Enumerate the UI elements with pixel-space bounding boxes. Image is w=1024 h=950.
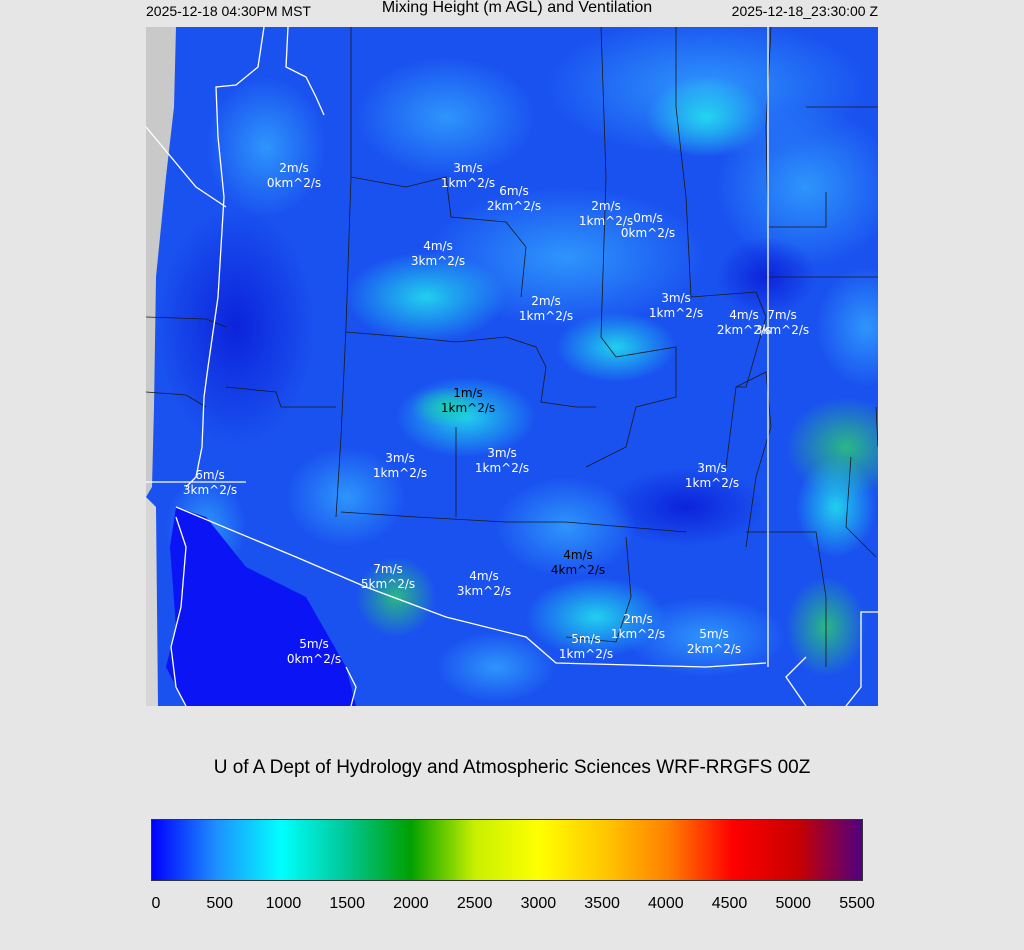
color-scale-ticks	[0, 895, 1024, 917]
color-scale-bar	[151, 819, 863, 881]
ventilation-text: 2km^2/s	[686, 642, 742, 656]
ventilation-text: 1km^2/s	[372, 466, 428, 480]
wind-speed-text: 2m/s	[591, 199, 621, 213]
wind-speed-text: 5m/s	[299, 637, 329, 651]
ventilation-text: 3km^2/s	[410, 254, 466, 268]
color-scale-tick: 2500	[456, 895, 493, 912]
wind-speed-text: 6m/s	[499, 184, 529, 198]
wind-speed-text: 1m/s	[453, 386, 483, 400]
ventilation-text: 1km^2/s	[684, 476, 740, 490]
wind-speed-text: 4m/s	[729, 308, 759, 322]
model-credit: U of A Dept of Hydrology and Atmospheric Sciences WRF-RRGFS 00Z	[213, 757, 811, 778]
local-time-label: 2025-12-18 04:30PM MST	[146, 3, 311, 19]
color-scale-tick: 1000	[265, 895, 302, 912]
ventilation-text: 1km^2/s	[518, 309, 574, 323]
no-data-area-lower	[146, 497, 158, 706]
wind-speed-text: 3m/s	[661, 291, 691, 305]
color-scale-tick: 0	[151, 895, 161, 912]
ventilation-text: 0km^2/s	[286, 652, 342, 666]
color-scale-tick: 1500	[329, 895, 365, 912]
map-title: Mixing Height (m AGL) and Ventilation	[381, 0, 653, 16]
ventilation-text: 0km^2/s	[266, 176, 322, 190]
wind-speed-text: 7m/s	[373, 562, 403, 576]
wind-speed-text: 5m/s	[699, 627, 729, 641]
color-scale-tick: 5500	[839, 895, 875, 912]
ventilation-text: 1km^2/s	[610, 627, 666, 641]
ventilation-text: 1km^2/s	[474, 461, 530, 475]
color-scale-tick: 500	[206, 895, 234, 912]
color-scale-tick: 3500	[584, 895, 620, 912]
color-scale-tick: 2000	[393, 895, 429, 912]
ventilation-text: 1km^2/s	[558, 647, 614, 661]
ventilation-text: 3km^2/s	[182, 483, 238, 497]
wind-speed-text: 4m/s	[563, 548, 593, 562]
ventilation-text: 1km^2/s	[440, 401, 496, 415]
ventilation-text: 1km^2/s	[440, 176, 496, 190]
ventilation-text: 4km^2/s	[550, 563, 606, 577]
wind-speed-text: 3m/s	[697, 461, 727, 475]
wind-speed-text: 6m/s	[195, 468, 225, 482]
ventilation-text: 2km^2/s	[716, 323, 772, 337]
mixing-height-map	[146, 27, 878, 706]
wind-speed-text: 2m/s	[623, 612, 653, 626]
ventilation-text: 1km^2/s	[578, 214, 634, 228]
wind-speed-text: 3m/s	[385, 451, 415, 465]
wind-speed-text: 0m/s	[633, 211, 663, 225]
wind-speed-text: 4m/s	[469, 569, 499, 583]
color-scale-tick: 4000	[648, 895, 684, 912]
wind-speed-text: 7m/s	[767, 308, 797, 322]
wind-speed-text: 3m/s	[453, 161, 483, 175]
wind-speed-text: 5m/s	[571, 632, 601, 646]
ventilation-text: 0km^2/s	[620, 226, 676, 240]
wind-speed-text: 2m/s	[279, 161, 309, 175]
wind-speed-text: 4m/s	[423, 239, 453, 253]
ventilation-text: 1km^2/s	[648, 306, 704, 320]
ventilation-text: 5km^2/s	[360, 577, 416, 591]
color-scale-tick: 4500	[711, 895, 748, 912]
ventilation-text: 3km^2/s	[456, 584, 512, 598]
color-scale-tick: 5000	[775, 895, 812, 912]
wind-speed-text: 2m/s	[531, 294, 561, 308]
ventilation-text: 3km^2/s	[754, 323, 810, 337]
ventilation-text: 2km^2/s	[486, 199, 542, 213]
utc-time-label: 2025-12-18_23:30:00 Z	[731, 3, 878, 19]
color-scale-tick: 3000	[520, 895, 557, 912]
wind-speed-text: 3m/s	[487, 446, 517, 460]
